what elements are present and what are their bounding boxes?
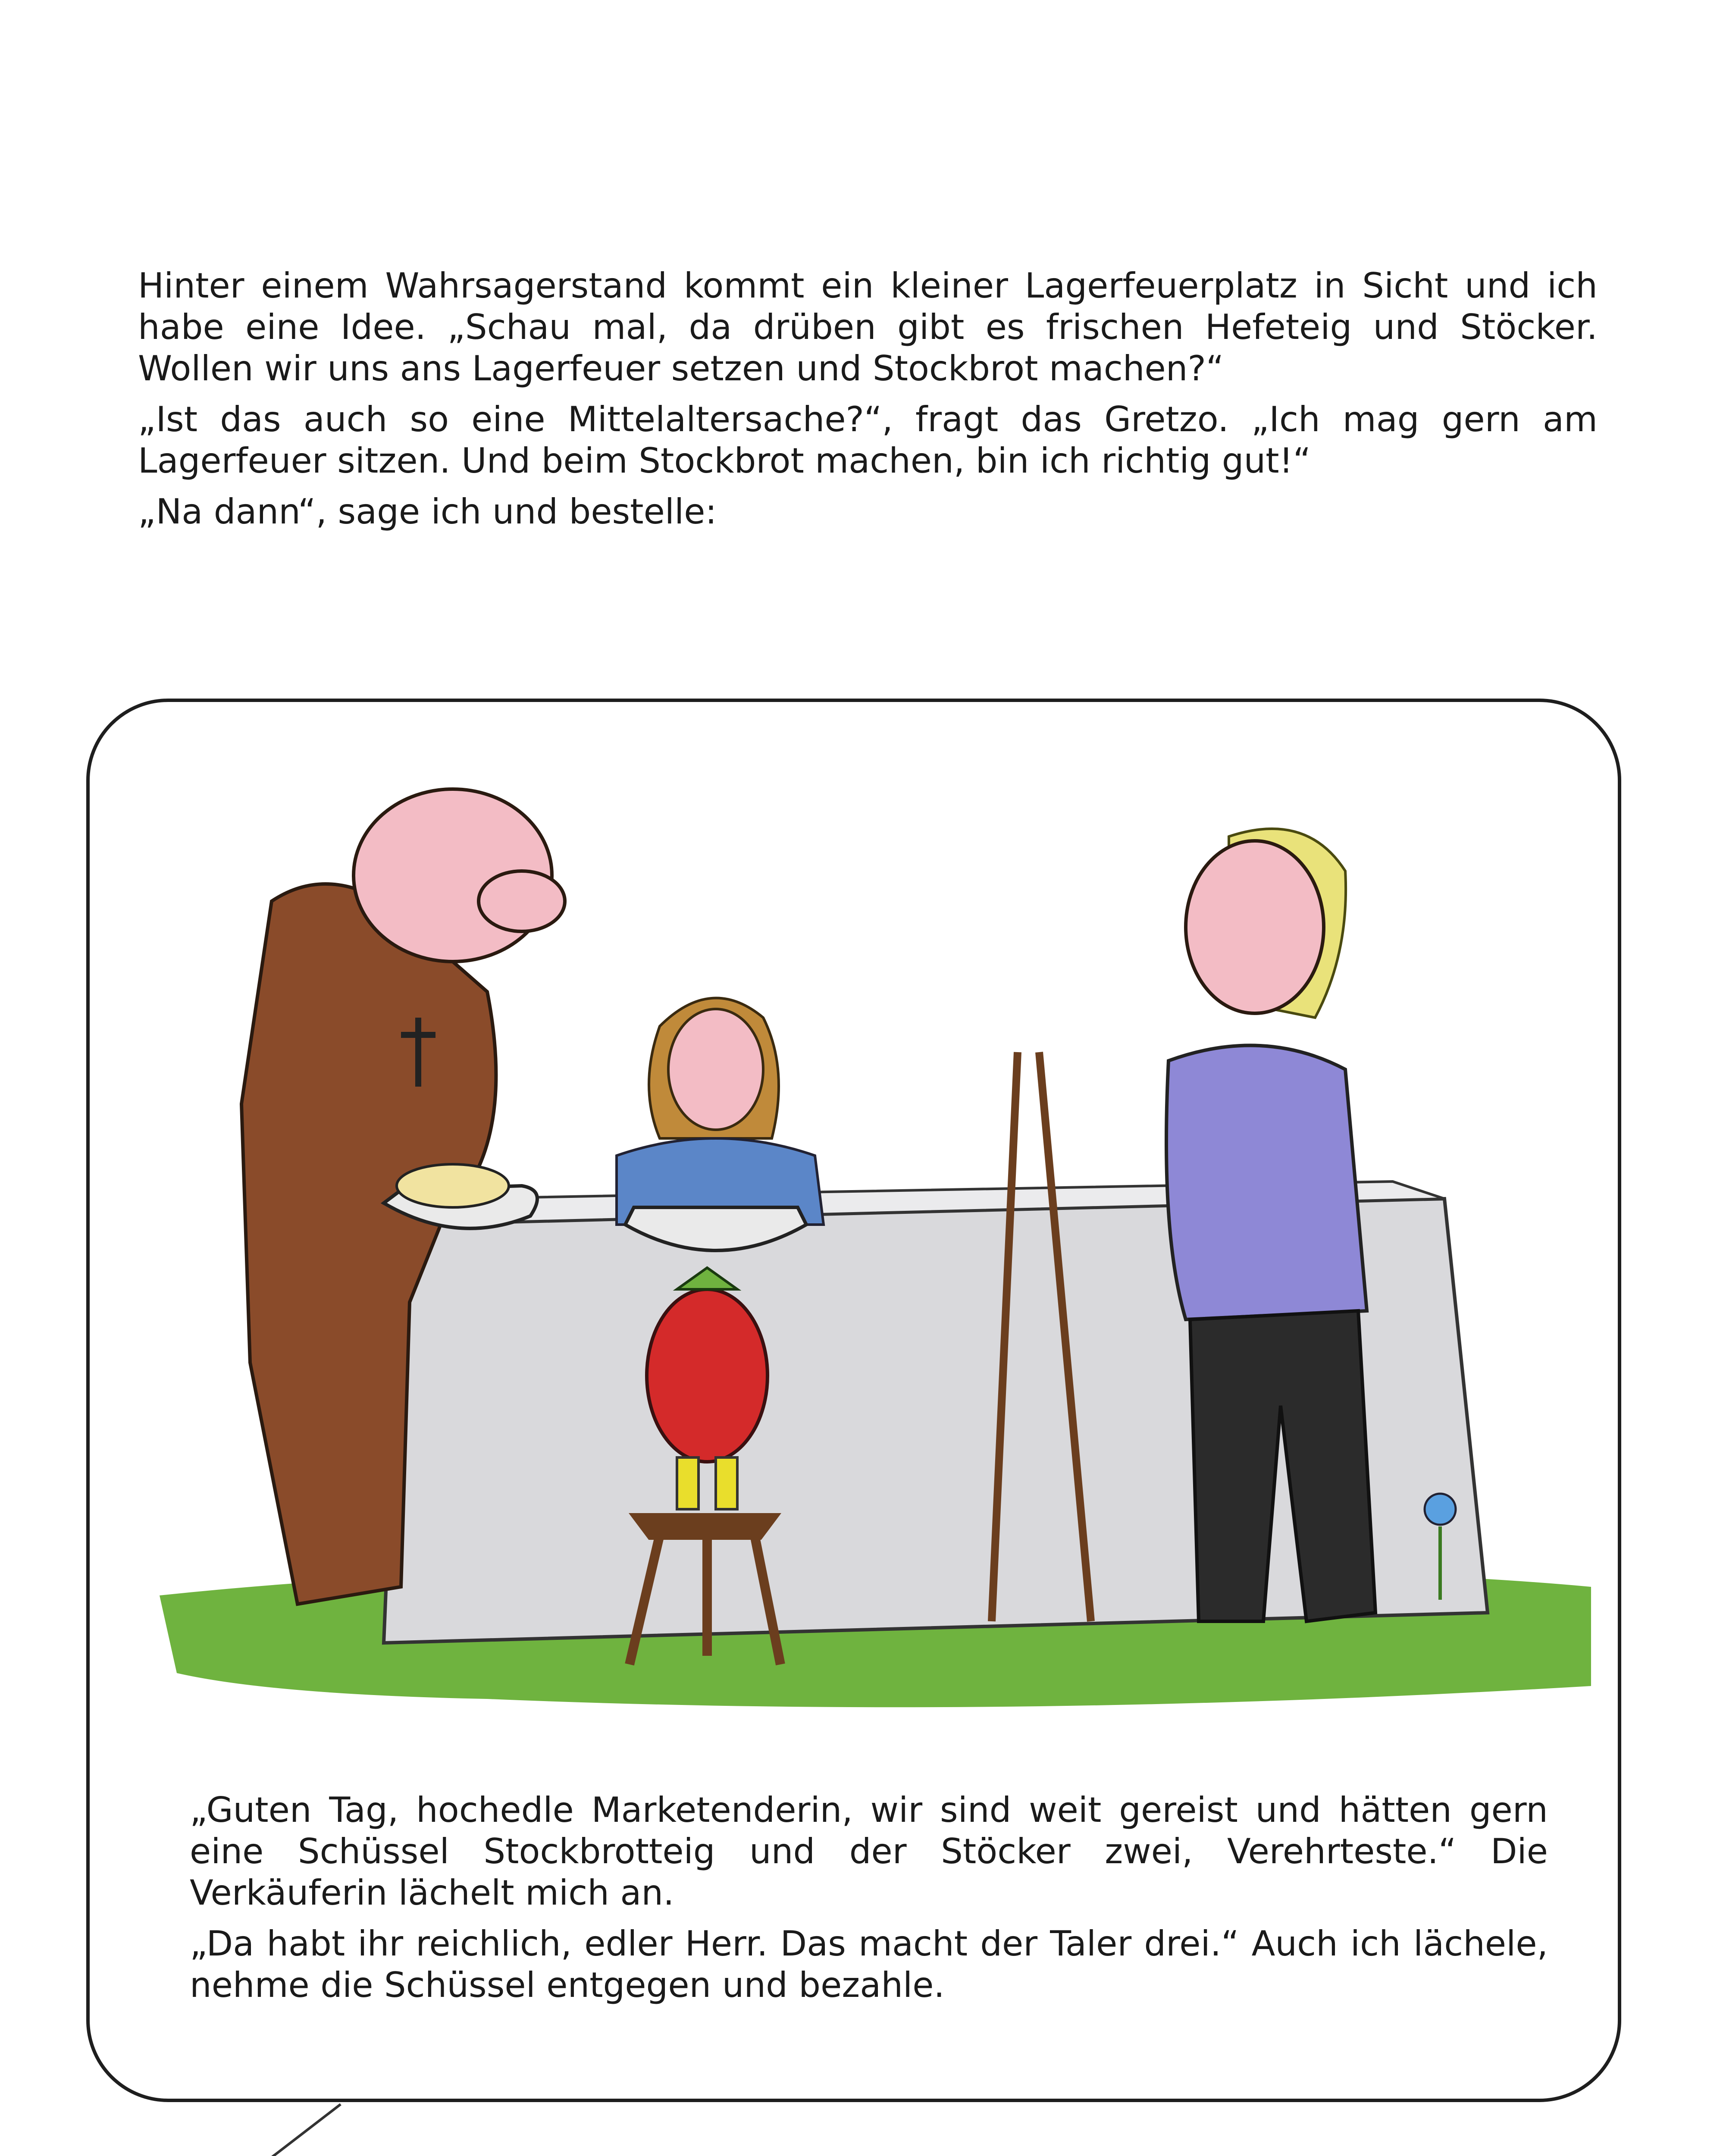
man-head: [1186, 841, 1324, 1013]
knight-on-horse-drawing: [82, 2096, 410, 2156]
yellow-boot-left: [677, 1457, 699, 1509]
dialogue-paragraph-2: „Da habt ihr reichlich, edler Herr. Das macht der Taler drei.“ Auch ich lächele, nehme die Schüssel entgegen und bezahle.: [190, 1924, 1548, 2005]
market-stall-illustration: [142, 759, 1626, 1742]
intro-paragraph-3: „Na dann“, sage ich und bestelle:: [138, 492, 717, 532]
strawberry-character: [647, 1289, 768, 1462]
intro-paragraph-2: „Ist das auch so eine Mittelaltersache?“, fragt das Gretzo. „Ich mag gern am Lagerfeuer sitzen. Und beim Stockbrot machen, bin ich richtig gut!“: [138, 399, 1598, 481]
monk-nose: [479, 871, 565, 931]
lance: [229, 2104, 341, 2156]
intro-paragraph-1: Hinter einem Wahrsagerstand kommt ein kleiner Lagerfeuerplatz in Sicht und ich habe eine Idee. „Schau mal, da drüben gibt es frischen Hefeteig und Stöcker. Wollen wir uns ans Lagerfeuer setzen und Stockbrot machen?“: [138, 266, 1598, 389]
woman-face: [668, 1009, 763, 1130]
dialogue-paragraph-1: „Guten Tag, hochedle Marketenderin, wir sind weit gereist und hätten gern eine Schüssel Stockbrotteig und der Stöcker zwei, Verehrteste.“ Die Verkäuferin lächelt mich an.: [190, 1790, 1548, 1913]
dialogue-text: [190, 1789, 1548, 2015]
intro-text: [138, 265, 1598, 542]
man-shirt: [1166, 1045, 1367, 1319]
blue-flower-icon: [1425, 1494, 1456, 1525]
dough: [397, 1164, 509, 1207]
yellow-boot-right: [716, 1457, 737, 1509]
